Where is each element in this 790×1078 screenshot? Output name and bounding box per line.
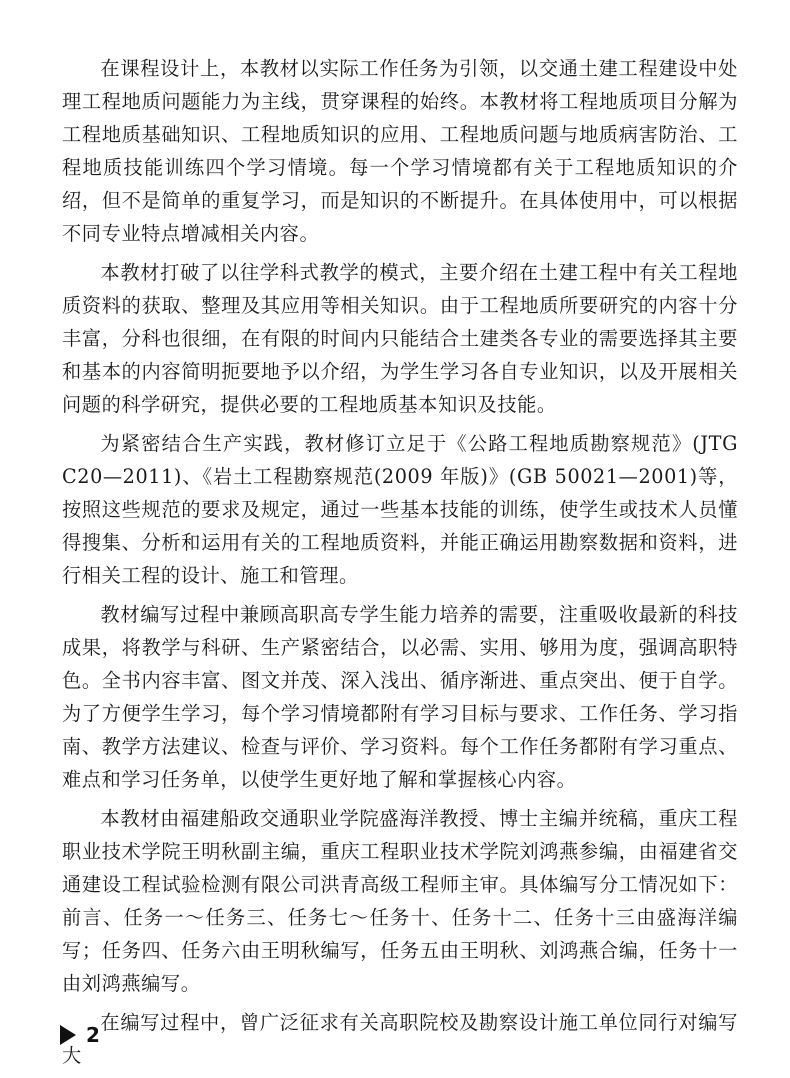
paragraph-course-design: 在课程设计上，本教材以实际工作任务为引领，以交通土建工程建设中处理工程地质问题能力为主线，贯穿课程的始终。本教材将工程地质项目分解为工程地质基础知识、工程地质知识的应用、工程地质问题与地质病害防治、工程地质技能训练四个学习情境。每一个学习情境都有关于工程地质知识的介绍，但不是简单的重复学习，而是知识的不断提升。在具体使用中，可以根据不同专业特点增减相关内容。 bbox=[62, 57, 738, 245]
paragraph-acknowledgement: 在编写过程中，曾广泛征求有关高职院校及勘察设计施工单位同行对编写大 bbox=[62, 1011, 738, 1067]
document-body bbox=[62, 52, 738, 1078]
paragraph-standards: 为紧密结合生产实践，教材修订立足于《公路工程地质勘察规范》(JTG C20—2011)、《岩土工程勘察规范(2009 年版)》(GB 50021—2001)等，按照这些规范的要求及规定，通过一些基本技能的训练，使学生或技术人员懂得搜集、分析和运用有关的工程地质资料，并能正确运用勘察数据和资料，进行相关工程的设计、施工和管理。 bbox=[62, 432, 738, 587]
paragraph-authors: 本教材由福建船政交通职业学院盛海洋教授、博士主编并统稿，重庆工程职业技术学院王明秋副主编，重庆工程职业技术学院刘鸿燕参编，由福建省交通建设工程试验检测有限公司洪青高级工程师主审。具体编写分工情况如下：前言、任务一～任务三、任务七～任务十、任务十二、任务十三由盛海洋编写；任务四、任务六由王明秋编写，任务五由王明秋、刘鸿燕合编，任务十一由刘鸿燕编写。 bbox=[62, 807, 738, 995]
page-number: 2 bbox=[86, 1023, 100, 1047]
paragraph-teaching-mode: 本教材打破了以往学科式教学的模式，主要介绍在土建工程中有关工程地质资料的获取、整理及其应用等相关知识。由于工程地质所要研究的内容十分丰富，分科也很细，在有限的时间内只能结合土建类各专业的需要选择其主要和基本的内容简明扼要地予以介绍，为学生学习各自专业知识，以及开展相关问题的科学研究，提供必要的工程地质基本知识及技能。 bbox=[62, 261, 738, 416]
paragraph-features: 教材编写过程中兼顾高职高专学生能力培养的需要，注重吸收最新的科技成果，将教学与科研、生产紧密结合，以必需、实用、够用为度，强调高职特色。全书内容丰富、图文并茂、深入浅出、循序渐进、重点突出、便于自学。为了方便学生学习，每个学习情境都附有学习目标与要求、工作任务、学习指南、教学方法建议、检查与评价、学习资料。每个工作任务都附有学习重点、难点和学习任务单，以使学生更好地了解和掌握核心内容。 bbox=[62, 603, 738, 791]
page-footer bbox=[60, 1020, 100, 1050]
triangle-right-icon bbox=[60, 1025, 76, 1045]
